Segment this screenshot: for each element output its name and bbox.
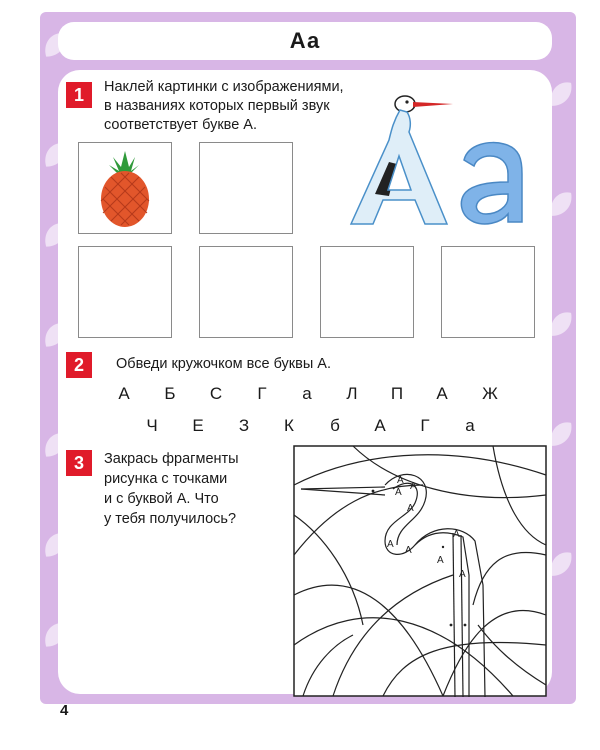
letter[interactable]: А <box>374 416 386 435</box>
letter[interactable]: Е <box>192 416 204 435</box>
task-3-text <box>104 449 239 529</box>
drawing-letter-a: А <box>410 481 417 492</box>
task-3-line: и с буквой А. Что <box>104 491 219 507</box>
letter-a-lowercase-icon <box>456 140 532 226</box>
task-3-line: рисунка с точками <box>104 471 228 487</box>
drawing-letter-a: А <box>405 545 412 556</box>
sticker-square[interactable] <box>441 246 535 338</box>
sticker-square[interactable] <box>78 142 172 234</box>
page-title: Аа <box>58 22 552 60</box>
letter[interactable]: Б <box>164 384 176 403</box>
letter[interactable]: б <box>330 416 340 435</box>
letter[interactable]: З <box>238 416 250 435</box>
drawing-letter-a: А <box>453 529 460 540</box>
letter[interactable]: П <box>390 384 404 403</box>
task-1-badge: 1 <box>66 82 92 108</box>
pineapple-icon <box>79 143 171 233</box>
sticker-square[interactable] <box>199 142 293 234</box>
sticker-square[interactable] <box>320 246 414 338</box>
sticker-square[interactable] <box>78 246 172 338</box>
letter[interactable]: Г <box>420 416 430 435</box>
coloring-drawing[interactable] <box>293 445 547 697</box>
letters-row-1 <box>0 384 600 406</box>
letter[interactable]: К <box>284 416 294 435</box>
letter[interactable]: С <box>209 384 223 403</box>
task-3-line: Закрась фрагменты <box>104 451 239 467</box>
letters-row-2 <box>0 416 600 438</box>
letter[interactable]: Л <box>346 384 358 403</box>
drawing-letter-a: А <box>459 569 466 580</box>
letter[interactable]: а <box>465 416 475 435</box>
task-1-line: Наклей картинки с изображениями, <box>104 79 344 95</box>
letter[interactable]: Ж <box>482 384 498 403</box>
task-1-text <box>104 78 344 135</box>
task-2-text: Обведи кружочком все буквы А. <box>116 356 332 372</box>
letter[interactable]: Г <box>257 384 267 403</box>
drawing-letter-a: А <box>437 555 444 566</box>
task-3-line: у тебя получилось? <box>104 511 237 527</box>
letter[interactable]: а <box>302 384 312 403</box>
task-1-line: в названиях которых первый звук <box>104 98 330 114</box>
letter[interactable]: А <box>436 384 448 403</box>
drawing-letter-a: А <box>395 487 402 498</box>
letter[interactable]: А <box>118 384 130 403</box>
task-2-badge: 2 <box>66 352 92 378</box>
sticker-square[interactable] <box>199 246 293 338</box>
task-1-line: соответствует букве А. <box>104 117 257 133</box>
letter[interactable]: Ч <box>146 416 158 435</box>
page-number: 4 <box>60 702 69 719</box>
drawing-letter-a: А <box>407 503 414 514</box>
drawing-letter-a: А <box>397 475 404 486</box>
drawing-letter-a: А <box>387 539 394 550</box>
task-3-badge: 3 <box>66 450 92 476</box>
